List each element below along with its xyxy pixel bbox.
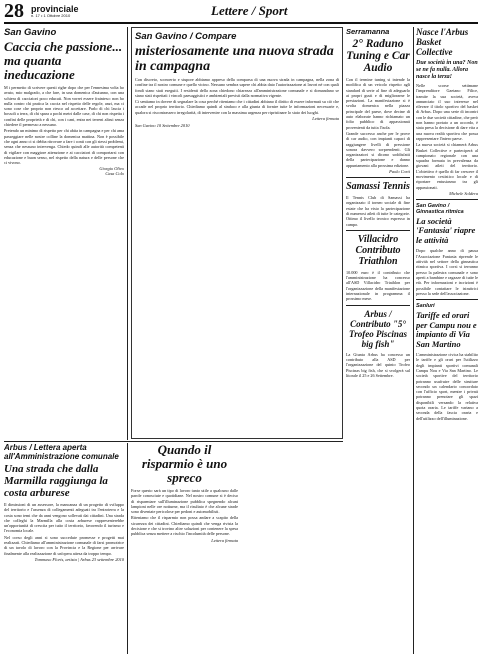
article-kicker: San Gavino / Compare [135, 31, 237, 42]
article-paragraph: Riteniamo che il risparmio non possa andare a scapito della sicurezza dei cittadini. Chiediamo quindi che venga rivista la decisione e che si trovino altre soluzioni per contenere la spesa pubblica senza mettere a rischio l'incolumità delle persone. [131, 515, 238, 537]
column-divider [127, 443, 128, 654]
article-paragraph: Nelle scorse settimane l'imprenditore Gaetano Filice, tramite la sua società, aveva annunciato il suo interesse nel rilevare il titolo sportivo del basket di Arbus. Dopo una serie di incontri con le due società cittadine, che però non hanno portato a un accordo, è stata presa la decisione di dare vita a una nuova realtà sportiva che possa rappresentare l'intero paese. [416, 83, 478, 141]
article-body [4, 502, 124, 556]
article-paragraph: Nel corso degli anni si sono succedute promesse e progetti mai realizzati. Chiediamo all'amministrazione comunale di farsi promotrice di un tavolo di lavoro con la Provincia e la Regione per arrivare finalmente alla realizzazione di un'opera attesa da troppo tempo. [4, 534, 124, 556]
article-kicker: Arbus / Lettera aperta all'Amministrazione comunale [4, 443, 119, 461]
article-signature: Lettera firmata [312, 116, 339, 122]
article-headline: Villacidro Contributo Triathlon [355, 233, 401, 267]
article-subhead: Due società in una? Non se ne fa nulla. Allora nasce la terza! [416, 60, 478, 80]
article-signature: Paolo Corti [389, 169, 410, 175]
sport-column [346, 27, 410, 654]
divider [416, 299, 478, 300]
article-body: Il Tennis Club di Samassi ha organizzato il torneo sociale di fine estate che ha visto la partecipazione di numerosi atleti di tutte le categorie. Ottimo il livello tecnico espresso in campo. [346, 195, 410, 227]
article-body [346, 77, 410, 168]
article-headline: Quando il risparmio è uno spreco [141, 443, 228, 485]
article-signature: Lettera firmata [211, 537, 238, 543]
right-column-main [416, 27, 478, 654]
page-number: 28 [4, 0, 24, 22]
article-headline: Una strada che dalla Marmilla raggiunga la costa arburese [4, 463, 108, 499]
article-headline: Samassi Tennis [346, 181, 410, 193]
header-rule [4, 22, 478, 24]
masthead [4, 0, 478, 22]
divider [416, 199, 478, 200]
section-title: Lettere / Sport [211, 3, 288, 18]
article-signature: Michele Soldera [449, 190, 478, 196]
article-caccia [4, 27, 124, 440]
article-headline: La società 'Fantasia' riapre le attività [416, 215, 476, 245]
article-paragraph: M i permetto di scrivere questi righe dopo che per l'ennesima volta ho avuto, mio malgrado, a che fare, in una domenica d'autunno, con una schiera di cacciatori poco educati. Non vorrei essere frainteso: non ho nulla contro chi pratica la caccia nel rispetto delle regole, anzi, ma ci sono cose che proprio non riesco ad accettare. Parlo di chi lascia i bossoli a terra, di chi spara a pochi metri dalle case, di chi non rispetta i confini delle proprietà e di chi, con i cani, entra nei terreni altrui senza chiedere il permesso a nessuno. [4, 85, 124, 128]
article-body: La Giunta Arbus ha concesso un contributo alla ASD per l'organizzazione del quinto Trofeo Piscinas big fish, che si svolgerà sul litorale il 25 e 26 Settembre. [346, 351, 410, 378]
divider [346, 305, 410, 306]
article-paragraph: Il dimissioni di un assessore, la mancanza di un progetto di sviluppo del territorio e l'assenza di collegamenti adeguati tra l'entroterra e la costa sono temi che da anni vengono sollevati dai cittadini. Una strada che colleghi la Marmilla alla costa arburese rappresenterebbe un'opportunità di crescita per tutto il territorio, favorendo il turismo e l'economia locale. [4, 502, 124, 534]
article-headline: Nasce l'Arbus Basket Collective [416, 27, 469, 57]
article-body: L'amministrazione civica ha stabilito le tariffe e gli orari per l'utilizzo degli impianti sportivi comunali Campu Nou e Via San Martino. Le società sportive del territorio potranno usufruire delle strutture secondo un calendario concordato con l'ufficio sport, mentre i privati potranno prenotare gli spazi disponibili versando la relativa quota oraria. Le tariffe variano a seconda della fascia oraria e dell'utilizzo dell'illuminazione. [416, 352, 478, 421]
article-headline: Tariffe ed orari per Campu nou e impianto di Via San Martino [416, 310, 477, 349]
article-signature: Giorgio Olivo Casa Colo [99, 166, 124, 177]
article-headline: 2° Raduno Tuning e Car Audio [346, 38, 410, 74]
article-paragraph: La nuova società si chiamerà Arbus Basket Collective e parteciperà al campionato regionale con una squadra formata in prevalenza da giovani atleti del territorio. L'obiettivo è quello di far crescere il movimento cestistico locale e di riportare entusiasmo tra gli appassionati. [416, 142, 478, 190]
divider [346, 230, 410, 231]
article-headline: misteriosamente una nuova strada in campagna [135, 44, 334, 74]
article-headline: Caccia che passione... ma quanta ineducazione [4, 39, 123, 82]
issue-line: n. 17 • 1 Ottobre 2010 [31, 13, 71, 18]
article-paragraph: Con discreto, sconcerto e stupore abbiamo appreso della comparsa di una nuova strada in campagna, nella zona di confine tra il nostro comune e quello vicino. Nessuno sembra sapere chi abbia dato l'autorizzazione ai lavori né con quali fondi siano stati eseguiti. I residenti della zona chiedono chiarezza all'amministrazione comunale e si domandano se siano stati rispettati i vincoli paesaggistici e ambientali previsti dalla normativa vigente. [135, 77, 339, 98]
article-strada-campagna [131, 27, 343, 440]
article-paragraph: Pretendo un minimo di rispetto per chi abita in campagna e per chi ama passeggiare nelle nostre colline la domenica mattina. Non è possibile che ogni anno ci si debba ritrovare a fare i conti con gli stessi problemi, senza che nessuno intervenga. Chiedo quindi alle autorità competenti di vigilare con maggiore attenzione e ai cacciatori di comportarsi con educazione e buon senso, nel rispetto della natura e delle persone che ci vivono. [4, 128, 124, 166]
divider [346, 177, 410, 178]
article-risparmio [131, 443, 238, 654]
article-body [4, 85, 124, 165]
column-divider [413, 27, 414, 654]
article-kicker: San Gavino [4, 27, 57, 38]
article-body [416, 83, 478, 190]
article-headline: Arbus / Contributo "5° Trofeo Piscinas big fish" [349, 308, 407, 349]
article-paragraph: Forse questo sarà un tipo di lavoro tanto utile a qualcuno dalle parole conosciute e quotidiane. Nel nostro comune si è deciso di risparmiare sull'illuminazione pubblica spegnendo alcuni lampioni nelle ore notturne, ma il risultato è che alcune strade sono diventate pericolose per pedoni e automobilisti. [131, 488, 238, 515]
article-paragraph: Con il termine tuning si intende la modifica di un veicolo rispetto agli standard di serie al fine di adeguarlo ai propri gusti e di migliorarne le prestazioni. La manifestazione si è svolta domenica nella piazza principale del paese, dove decine di auto elaborate hanno richiamato un folto pubblico di appassionati provenienti da tutta l'isola. [346, 77, 410, 130]
article-body [131, 488, 238, 537]
article-kicker: San Gavino / Ginnastica ritmica [416, 202, 464, 215]
article-risparmio-continued [241, 443, 343, 654]
article-paragraph: Ci sentiamo in dovere di segnalare la cosa perché riteniamo che i cittadini abbiano il diritto di essere informati su ciò che accade nel proprio territorio. Chiediamo quindi al sindaco e alla giunta di fornire tutte le informazioni necessarie e, qualora si riscontrassero irregolarità, di intervenire con la massima urgenza per ripristinare lo stato dei luoghi. [135, 99, 339, 115]
section-divider [4, 441, 343, 442]
article-kicker: Serramanna [346, 27, 390, 36]
column-divider [127, 27, 128, 440]
article-signature: Tommaso Floris, artista | Arbus 23 settembre 2010 [34, 556, 124, 562]
article-strada-costa [4, 443, 124, 654]
article-kicker: Sanluri [416, 303, 435, 310]
article-body: 10.000 euro è il contributo che l'amministrazione ha concesso all'ASD Villacidro Triathlon per l'organizzazione della manifestazione internazionale in programma il prossimo mese. [346, 269, 410, 302]
newspaper-logo: provinciale [31, 4, 79, 14]
article-body [135, 77, 339, 115]
article-body: Dopo qualche anno di pausa l'Associazione Fantasia riprende le attività nel settore della ginnastica ritmica sportiva. I corsi si terranno presso la palestra comunale e sono aperti a bambine e ragazze di tutte le età. Per informazioni e iscrizioni è possibile contattare le istruttrici presso la sede dell'associazione. [416, 248, 478, 296]
article-box [131, 27, 343, 439]
article-paragraph: Grande successo anche per le prove di car audio, con impianti capaci di raggiungere livelli di pressione sonora davvero sorprendenti. Gli organizzatori si dicono soddisfatti della partecipazione e danno appuntamento alla prossima edizione. [346, 130, 410, 168]
article-dateline: San Gavino 10 Settembre 2010 [135, 123, 190, 129]
